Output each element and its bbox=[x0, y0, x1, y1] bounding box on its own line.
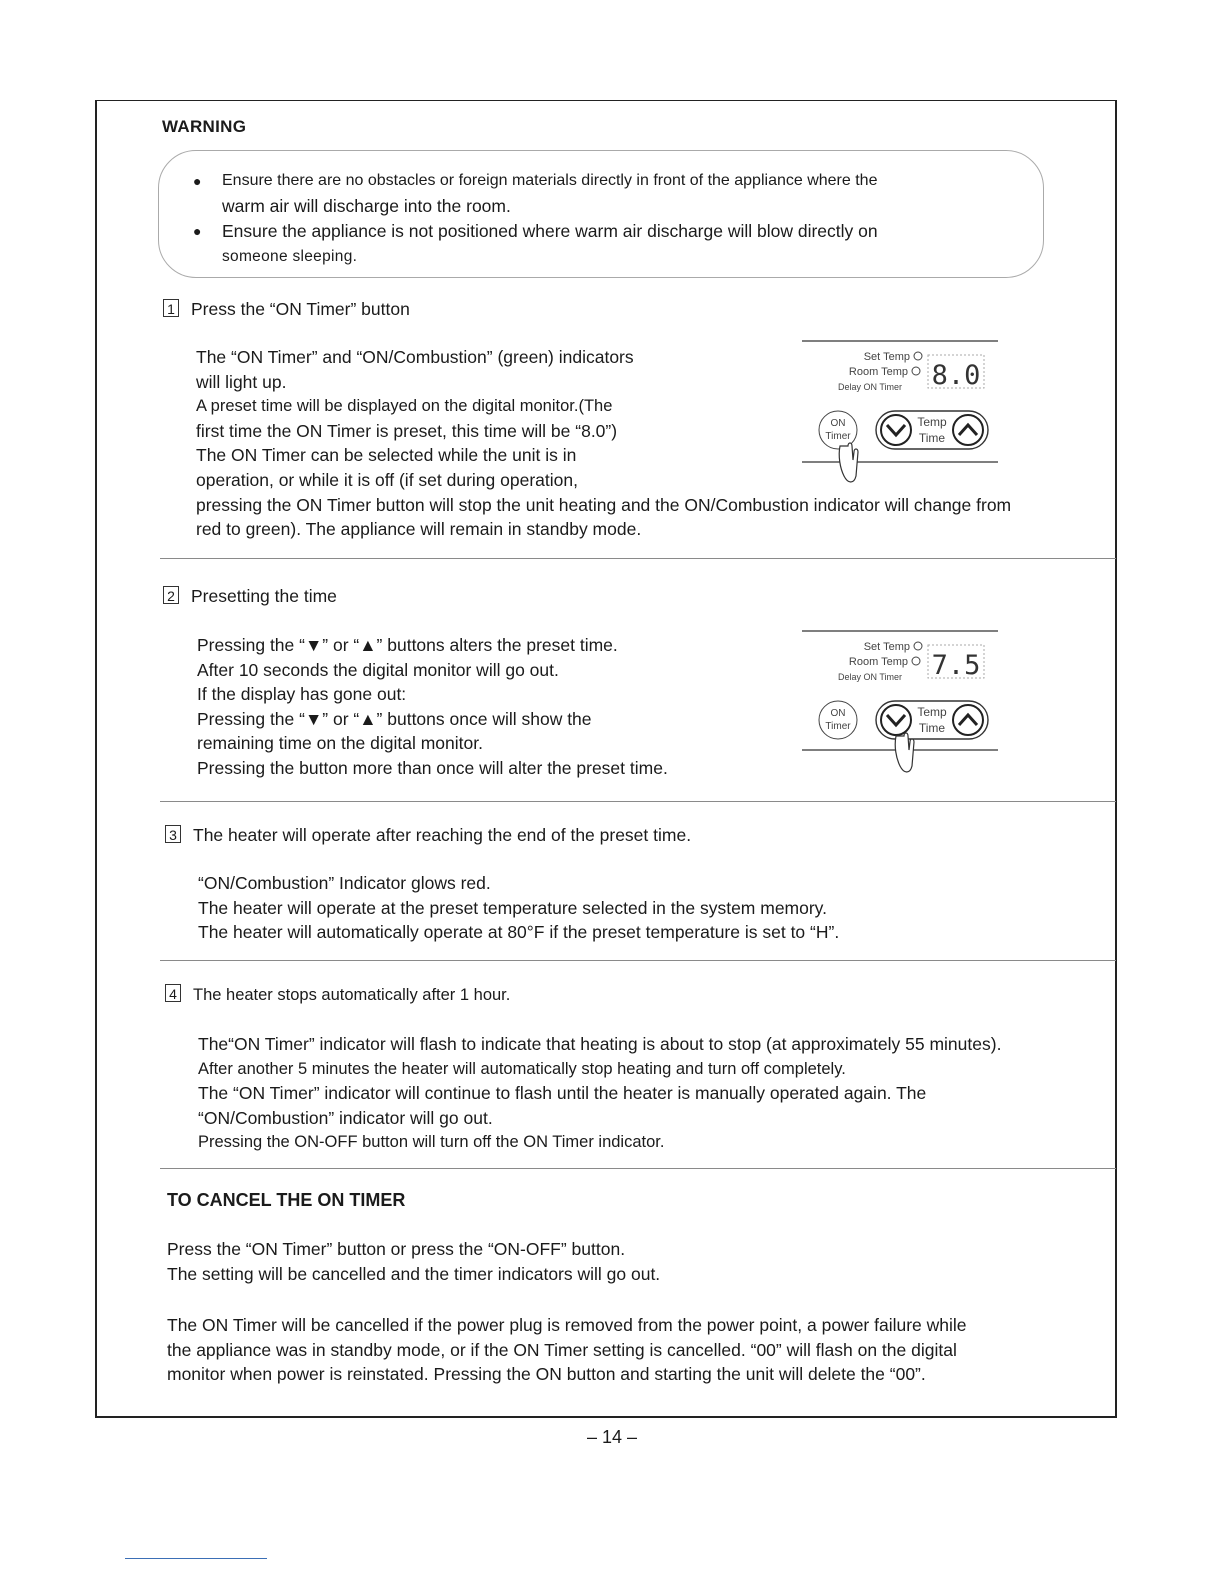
set-temp-label: Set Temp bbox=[863, 641, 910, 653]
chevron-down-icon bbox=[887, 425, 905, 435]
step-1-heading bbox=[163, 297, 410, 322]
set-temp-indicator-icon bbox=[914, 642, 922, 650]
text-line: first time the ON Timer is preset, this time will be “8.0”) bbox=[196, 420, 618, 441]
on-timer-button[interactable] bbox=[819, 701, 857, 739]
warning-bullet-1-line1: Ensure there are no obstacles or foreign materials directly in front of the appliance where the bbox=[222, 172, 878, 189]
step-heading-text: The heater stops automatically after 1 hour. bbox=[193, 986, 511, 1004]
text-line: The ON Timer will be cancelled if the power plug is removed from the power point, a power failure while bbox=[167, 1315, 967, 1335]
footer-line bbox=[125, 1558, 267, 1559]
text-line: “ON/Combustion” indicator will go out. bbox=[198, 1107, 493, 1128]
text-line: Pressing the button more than once will alter the preset time. bbox=[197, 757, 668, 778]
step-4-heading bbox=[165, 983, 510, 1008]
text-line: remaining time on the digital monitor. bbox=[197, 733, 483, 754]
cancel-title: TO CANCEL THE ON TIMER bbox=[167, 1190, 406, 1210]
room-temp-indicator-icon bbox=[912, 657, 920, 665]
room-temp-label: Room Temp bbox=[848, 656, 908, 668]
step-2-body bbox=[197, 633, 797, 781]
time-label: Time bbox=[918, 721, 946, 735]
temp-label: Temp bbox=[917, 415, 947, 429]
set-temp-indicator-icon bbox=[914, 352, 922, 360]
down-button[interactable] bbox=[881, 705, 911, 735]
warning-bullet-1-line2: warm air will discharge into the room. bbox=[222, 196, 511, 216]
cancel-para-2 bbox=[167, 1313, 1097, 1387]
up-button[interactable] bbox=[953, 705, 983, 735]
on-timer-label-1: ON bbox=[830, 418, 846, 429]
delay-on-timer-label: Delay ON Timer bbox=[837, 672, 902, 682]
temp-label: Temp bbox=[917, 705, 947, 719]
text-line: the appliance was in standby mode, or if the ON Timer setting is cancelled. “00” will flash on the digital bbox=[167, 1339, 957, 1360]
text-line: The “ON Timer” indicator will continue to flash until the heater is manually operated again. The bbox=[198, 1083, 927, 1104]
text-line: Pressing the “▼” or “▲” buttons once will show the bbox=[197, 708, 592, 729]
step-4-body bbox=[198, 1032, 1108, 1155]
on-timer-label-1: ON bbox=[830, 708, 846, 719]
warning-title: WARNING bbox=[162, 117, 247, 136]
set-temp-label: Set Temp bbox=[863, 351, 910, 363]
chevron-down-icon bbox=[887, 715, 905, 725]
on-timer-label-2: Timer bbox=[825, 431, 851, 442]
delay-on-timer-label: Delay ON Timer bbox=[837, 382, 902, 392]
text-line: Pressing the ON-OFF button will turn off the ON Timer indicator. bbox=[198, 1133, 665, 1152]
step-number: 1 bbox=[163, 299, 179, 317]
text-line: Pressing the “▼” or “▲” buttons alters the preset time. bbox=[197, 635, 618, 655]
text-line: A preset time will be displayed on the digital monitor.(The bbox=[196, 397, 613, 416]
step-number: 4 bbox=[165, 984, 181, 1002]
pointing-hand-icon bbox=[839, 443, 858, 482]
text-line: If the display has gone out: bbox=[197, 684, 407, 705]
text-line: monitor when power is reinstated. Pressing the ON button and starting the unit will delete the “00”. bbox=[167, 1364, 926, 1385]
step-heading-text: The heater will operate after reaching the end of the preset time. bbox=[193, 825, 692, 845]
room-temp-indicator-icon bbox=[912, 367, 920, 375]
control-panel-illustration-2 bbox=[800, 628, 1004, 780]
text-line: After another 5 minutes the heater will automatically stop heating and turn off completely. bbox=[198, 1059, 846, 1078]
step-heading-text: Presetting the time bbox=[191, 586, 337, 606]
chevron-up-icon bbox=[959, 715, 977, 725]
text-line: “ON/Combustion” Indicator glows red. bbox=[198, 873, 491, 893]
step-heading-text: Press the “ON Timer” button bbox=[191, 299, 410, 319]
text-line: After 10 seconds the digital monitor will go out. bbox=[197, 659, 559, 680]
text-line: pressing the ON Timer button will stop the unit heating and the ON/Combustion indicator will change from bbox=[196, 494, 1012, 515]
text-line: will light up. bbox=[196, 371, 287, 392]
text-line: The heater will operate at the preset temperature selected in the system memory. bbox=[198, 897, 828, 918]
up-button[interactable] bbox=[953, 415, 983, 445]
chevron-up-icon bbox=[959, 425, 977, 435]
cancel-para-1 bbox=[167, 1237, 1067, 1286]
warning-bullet-2-line2: someone sleeping. bbox=[222, 248, 358, 265]
room-temp-label: Room Temp bbox=[848, 366, 908, 378]
pointing-hand-icon bbox=[895, 733, 914, 772]
text-line: The setting will be cancelled and the timer indicators will go out. bbox=[167, 1263, 661, 1284]
text-line: operation, or while it is off (if set during operation, bbox=[196, 469, 578, 490]
text-line: The ON Timer can be selected while the unit is in bbox=[196, 445, 577, 466]
down-button[interactable] bbox=[881, 415, 911, 445]
step-3-body bbox=[198, 871, 1098, 945]
step-number: 3 bbox=[165, 825, 181, 843]
time-label: Time bbox=[918, 431, 946, 445]
digital-monitor-value: 8.0 bbox=[931, 360, 981, 391]
section-divider bbox=[160, 960, 1116, 961]
step-number: 2 bbox=[163, 586, 179, 604]
bullet-dot-icon: ● bbox=[193, 173, 202, 189]
text-line: red to green). The appliance will remain in standby mode. bbox=[196, 519, 642, 540]
digital-monitor-value: 7.5 bbox=[931, 650, 981, 681]
text-line: The heater will automatically operate at 80°F if the preset temperature is set to “H”. bbox=[198, 922, 840, 943]
text-line: Press the “ON Timer” button or press the “ON-OFF” button. bbox=[167, 1239, 626, 1259]
page-number: – 14 – bbox=[586, 1427, 638, 1447]
control-panel-illustration-1 bbox=[800, 338, 1004, 490]
bullet-dot-icon: ● bbox=[193, 223, 202, 239]
warning-bullet-2-line1: Ensure the appliance is not positioned where warm air discharge will blow directly on bbox=[222, 221, 878, 241]
section-divider bbox=[160, 558, 1116, 559]
text-line: The “ON Timer” and “ON/Combustion” (green) indicators bbox=[196, 347, 634, 367]
section-divider bbox=[160, 1168, 1116, 1169]
step-2-heading bbox=[163, 584, 337, 609]
step-3-heading bbox=[165, 823, 691, 848]
text-line: The“ON Timer” indicator will flash to indicate that heating is about to stop (at approximately 55 minutes). bbox=[198, 1034, 1002, 1054]
on-timer-label-2: Timer bbox=[825, 721, 851, 732]
section-divider bbox=[160, 801, 1116, 802]
